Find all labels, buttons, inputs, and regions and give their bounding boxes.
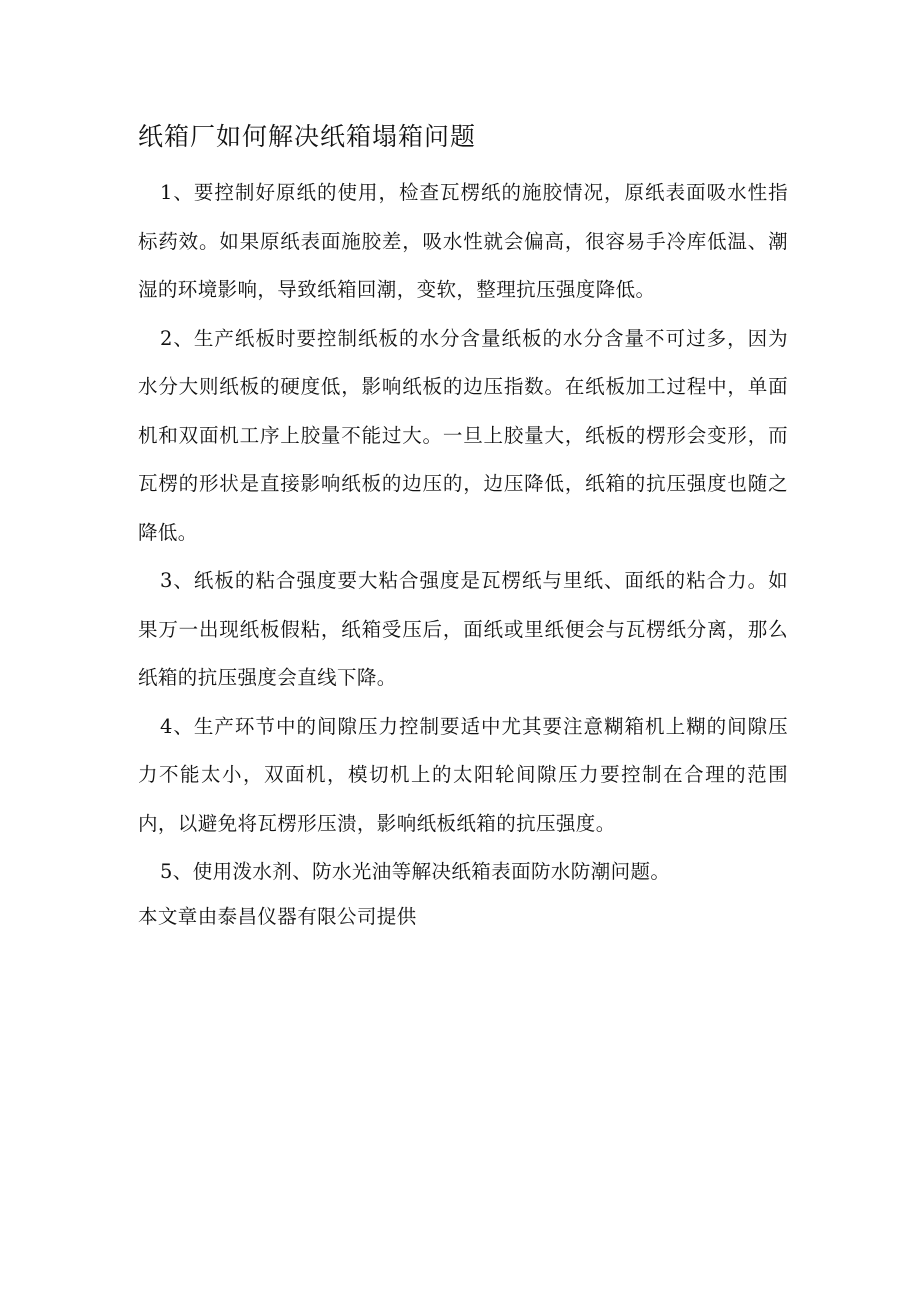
paragraph-1: 1、要控制好原纸的使用，检查瓦楞纸的施胶情况，原纸表面吸水性指标药效。如果原纸表面施胶差，吸水性就会偏高，很容易手冷库低温、潮湿的环境影响，导致纸箱回潮，变软，整理抗压强度降低。 [138,181,788,301]
document-body [138,169,788,897]
document-credit: 本文章由泰昌仪器有限公司提供 [138,905,417,928]
document-title: 纸箱厂如何解决纸箱塌箱问题 [138,122,477,151]
paragraph-5: 5、使用泼水剂、防水光油等解决纸箱表面防水防潮问题。 [160,860,671,883]
paragraph-2: 2、生产纸板时要控制纸板的水分含量纸板的水分含量不可过多，因为水分大则纸板的硬度低，影响纸板的边压指数。在纸板加工过程中，单面机和双面机工序上胶量不能过大。一旦上胶量大，纸板的楞形会变形，而瓦楞的形状是直接影响纸板的边压的，边压降低，纸箱的抗压强度也随之降低。 [138,326,788,544]
paragraph-3: 3、纸板的粘合强度要大粘合强度是瓦楞纸与里纸、面纸的粘合力。如果万一出现纸板假粘，纸箱受压后，面纸或里纸便会与瓦楞纸分离，那么纸箱的抗压强度会直线下降。 [138,569,788,689]
paragraph-4: 4、生产环节中的间隙压力控制要适中尤其要注意糊箱机上糊的间隙压力不能太小，双面机，模切机上的太阳轮间隙压力要控制在合理的范围内，以避免将瓦楞形压溃，影响纸板纸箱的抗压强度。 [138,714,788,835]
